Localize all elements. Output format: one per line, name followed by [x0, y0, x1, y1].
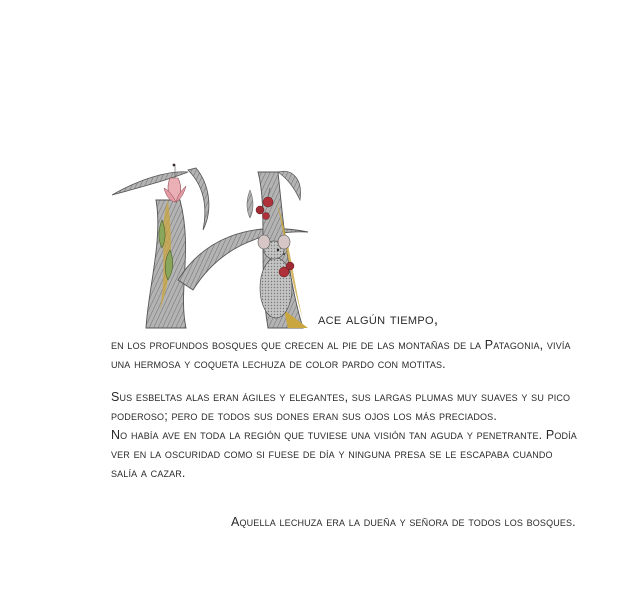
pink-flower	[164, 164, 186, 202]
paragraph-1-line-2: una hermosa y coqueta lechuza de color pardo con motitas.	[111, 357, 446, 371]
right-leaf-top	[278, 171, 301, 200]
paragraph-1	[111, 336, 581, 374]
mouse-icon	[258, 235, 292, 318]
paragraph-3-line-3: salía a cazar.	[111, 466, 186, 480]
paragraph-3-line-1: No había ave en toda la región que tuviese una visión tan aguda y penetrante. Podía	[111, 428, 577, 442]
paragraph-2	[111, 388, 581, 426]
closing-line: Aquella lechuza era la dueña y señora de todos los bosques.	[231, 515, 576, 529]
illustrated-letter-h-icon	[108, 160, 313, 335]
paragraph-2-line-1: Sus esbeltas alas eran ágiles y elegantes, sus largas plumas muy suaves y su pico	[111, 390, 571, 404]
opening-line	[318, 311, 438, 328]
paragraph-3	[111, 426, 581, 483]
opening-text: ace algún tiempo,	[318, 311, 439, 328]
paragraph-2-line-2: poderoso; pero de todos sus dones eran sus ojos los más preciados.	[111, 409, 497, 423]
curving-stem	[188, 168, 209, 230]
paragraph-3-line-2: ver en la oscuridad como si fuese de día y ninguna presa se le escapaba cuando	[111, 447, 553, 461]
paragraph-1-line-1: en los profundos bosques que crecen al pie de las montañas de la Patagonia, vivía	[111, 338, 571, 352]
